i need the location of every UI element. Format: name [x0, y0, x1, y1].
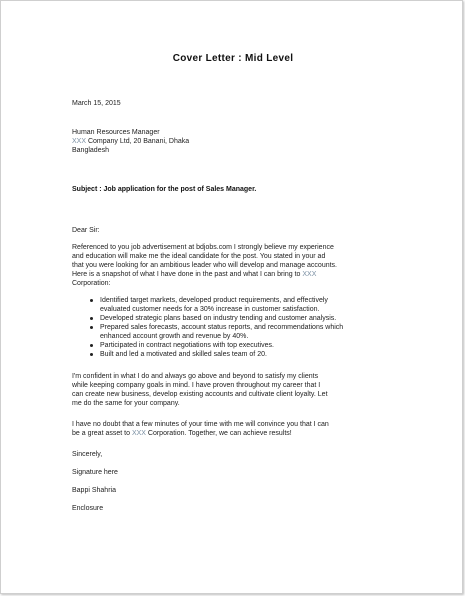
- sender-name: Bappi Shahria: [72, 487, 116, 494]
- list-item: Developed strategic plans based on industry tending and customer analysis.: [100, 314, 394, 323]
- paragraph-intro: Referenced to you job advertisement at bdjobs.com I strongly believe my experience and education will make me the ideal candidate for the post. You stated in your ad that you were looking for an ambitious leader who will develop and manage accounts. Here is a snapshot of what I have done in the past and what I can bring to XXX Corporation:: [72, 244, 337, 287]
- recipient-title: Human Resources Manager: [72, 129, 160, 136]
- list-item: Identified target markets, developed product requirements, and effectively evaluated customer needs for a 30% increase in customer satisfaction.: [100, 296, 394, 314]
- enclosure: Enclosure: [72, 505, 104, 512]
- paragraph-confidence: I'm confident in what I do and always go above and beyond to satisfy my clients while keeping company goals in mind. I have proven throughout my career that I can create new business, develop existing accounts and cultivate client loyalty. Let me do the same for your company.: [72, 373, 328, 407]
- document-title: Cover Letter : Mid Level: [172, 53, 294, 64]
- list-item: Prepared sales forecasts, account status reports, and recommendations which enhanced account growth and revenue by 40%.: [100, 323, 394, 341]
- recipient-company: XXX Company Ltd, 20 Banani, Dhaka: [72, 138, 190, 145]
- list-item: Participated in contract negotiations with top executives.: [100, 341, 394, 350]
- letter-date: March 15, 2015: [72, 100, 121, 107]
- letter-subject: Subject : Job application for the post of Sales Manager.: [72, 186, 257, 193]
- closing: Sincerely,: [72, 451, 103, 458]
- paragraph-closing: I have no doubt that a few minutes of your time with me will convince you that I can be a great asset to XXX Corporation. Together, we can achieve results!: [72, 421, 329, 437]
- salutation: Dear Sir:: [72, 227, 100, 234]
- list-item: Built and led a motivated and skilled sales team of 20.: [100, 350, 394, 359]
- achievements-list: [72, 296, 394, 359]
- recipient-address: [72, 128, 394, 155]
- recipient-country: Bangladesh: [72, 147, 109, 154]
- signature: Signature here: [72, 469, 118, 476]
